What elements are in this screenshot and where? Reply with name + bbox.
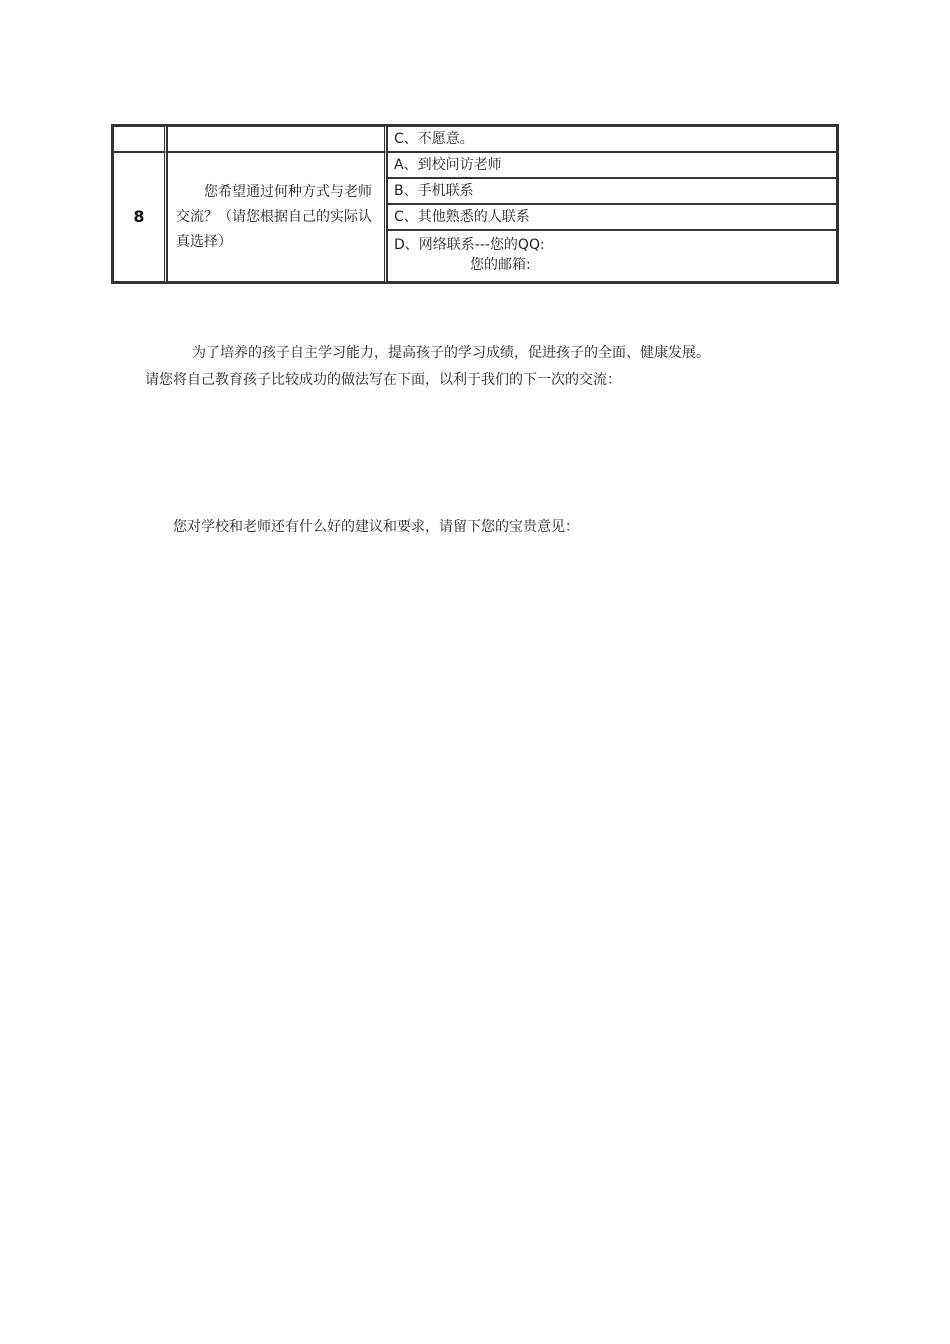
option-a-cell: [387, 152, 837, 178]
option-c-text: C、其他熟悉的人联系: [394, 209, 530, 225]
option-a-text: A、到校问访老师: [394, 157, 502, 173]
option-c-cell: [387, 126, 837, 152]
question-text-cell: [167, 152, 387, 282]
option-c-text: C、不愿意。: [394, 131, 474, 147]
suggestion-prompt: 您对学校和老师还有什么好的建议和要求，请留下您的宝贵意见：: [173, 519, 579, 535]
option-c-cell: [387, 204, 837, 230]
intro-paragraph-line-1: 为了培养的孩子自主学习能力，提高孩子的学习成绩，促进孩子的全面、健康发展。: [192, 345, 710, 361]
email-label: 您的邮箱:: [470, 257, 531, 273]
option-b-cell: [387, 178, 837, 204]
question-number: 8: [133, 206, 145, 226]
question-number-cell: [113, 126, 167, 152]
option-d-cell: [387, 230, 837, 282]
question-number-cell: [113, 152, 167, 282]
table-row-previous-question: [113, 126, 837, 152]
table-row-question-8: [113, 152, 837, 178]
survey-table: [111, 124, 839, 284]
option-b-text: B、手机联系: [394, 183, 474, 199]
question-text: 您希望通过何种方式与老师交流？（请您根据自己的实际认真选择）: [176, 183, 372, 250]
option-d-text: D、网络联系---您的QQ:: [394, 237, 545, 253]
question-text-cell: [167, 126, 387, 152]
intro-paragraph-line-2: 请您将自己教育孩子比较成功的做法写在下面，以利于我们的下一次的交流：: [145, 372, 621, 388]
